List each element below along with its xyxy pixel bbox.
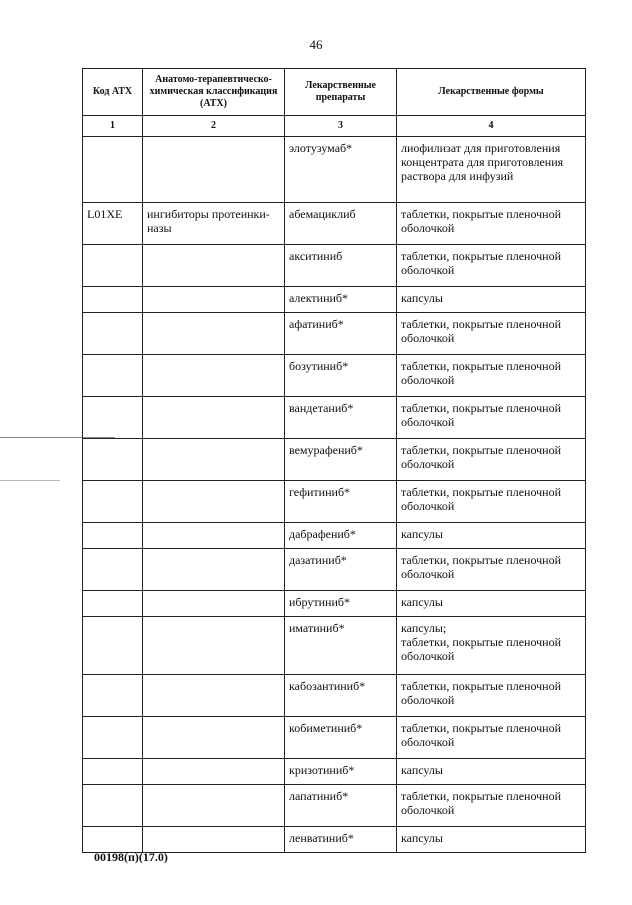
- dosage-form-text: таблетки, покрытые пленочной оболочкой: [401, 317, 562, 345]
- drug-name-cell: абемациклиб: [285, 203, 397, 245]
- header-code: Код АТХ: [83, 69, 143, 116]
- dosage-form-text: таблетки, покрытые пленочной оболочкой: [401, 359, 562, 387]
- dosage-forms-cell: [397, 137, 586, 203]
- dosage-forms-cell: [397, 549, 586, 591]
- dosage-forms-cell: [397, 355, 586, 397]
- dosage-form-text: таблетки, покрытые пленочной оболочкой: [401, 485, 562, 513]
- column-number: 4: [397, 116, 586, 137]
- classification-cell: [143, 313, 285, 355]
- dosage-form-text: таблетки, покрытые пленочной оболочкой: [401, 635, 562, 663]
- atc-code-cell: [83, 313, 143, 355]
- table-row: [83, 397, 586, 439]
- drug-name-cell: вемурафениб*: [285, 439, 397, 481]
- atc-code-cell: L01XE: [83, 203, 143, 245]
- dosage-forms-cell: [397, 675, 586, 717]
- atc-code-cell: [83, 785, 143, 827]
- atc-code-cell: [83, 439, 143, 481]
- drug-name-cell: алектиниб*: [285, 287, 397, 313]
- drug-name-cell: акситиниб: [285, 245, 397, 287]
- drug-name-cell: бозутиниб*: [285, 355, 397, 397]
- classification-cell: ингибиторы протеинки-назы: [143, 203, 285, 245]
- classification-cell: [143, 287, 285, 313]
- drug-name-cell: афатиниб*: [285, 313, 397, 355]
- dosage-form-text: таблетки, покрытые пленочной оболочкой: [401, 789, 562, 817]
- atc-code-cell: [83, 481, 143, 523]
- atc-code-cell: [83, 355, 143, 397]
- dosage-form-text: капсулы: [401, 763, 443, 777]
- table-row: [83, 549, 586, 591]
- drug-name-cell: гефитиниб*: [285, 481, 397, 523]
- dosage-forms-cell: [397, 313, 586, 355]
- classification-cell: [143, 355, 285, 397]
- classification-cell: [143, 523, 285, 549]
- table-row: [83, 591, 586, 617]
- dosage-forms-cell: [397, 591, 586, 617]
- drug-name-cell: иматиниб*: [285, 617, 397, 675]
- column-number: 3: [285, 116, 397, 137]
- dosage-form-text: таблетки, покрытые пленочной оболочкой: [401, 443, 562, 471]
- dosage-form-text: капсулы: [401, 527, 443, 541]
- classification-cell: [143, 245, 285, 287]
- dosage-forms-cell: [397, 759, 586, 785]
- dosage-forms-cell: [397, 439, 586, 481]
- atc-code-cell: [83, 759, 143, 785]
- drug-name-cell: кризотиниб*: [285, 759, 397, 785]
- atc-code-cell: [83, 549, 143, 591]
- table-row: [83, 137, 586, 203]
- atc-code-cell: [83, 397, 143, 439]
- dosage-forms-cell: [397, 245, 586, 287]
- dosage-forms-cell: [397, 523, 586, 549]
- header-drugs: Лекарственные препараты: [285, 69, 397, 116]
- classification-cell: [143, 717, 285, 759]
- table-header-row: [83, 69, 586, 116]
- drug-name-cell: ибрутиниб*: [285, 591, 397, 617]
- classification-cell: [143, 785, 285, 827]
- drug-name-cell: ленватиниб*: [285, 827, 397, 853]
- drug-name-cell: кобиметиниб*: [285, 717, 397, 759]
- drug-name-cell: кабозантиниб*: [285, 675, 397, 717]
- atc-code-cell: [83, 245, 143, 287]
- table-row: [83, 827, 586, 853]
- atc-code-cell: [83, 523, 143, 549]
- classification-cell: [143, 549, 285, 591]
- atc-code-cell: [83, 287, 143, 313]
- dosage-form-text: капсулы;: [401, 621, 447, 635]
- classification-cell: [143, 439, 285, 481]
- atc-code-cell: [83, 617, 143, 675]
- drug-name-cell: дазатиниб*: [285, 549, 397, 591]
- table-row: [83, 523, 586, 549]
- classification-cell: [143, 759, 285, 785]
- dosage-forms-cell: [397, 287, 586, 313]
- page-number: 46: [309, 37, 323, 52]
- dosage-forms-cell: [397, 717, 586, 759]
- table-row: [83, 355, 586, 397]
- classification-cell: [143, 827, 285, 853]
- dosage-forms-cell: [397, 785, 586, 827]
- table-row: [83, 439, 586, 481]
- dosage-form-text: таблетки, покрытые пленочной оболочкой: [401, 679, 562, 707]
- dosage-forms-cell: [397, 617, 586, 675]
- dosage-form-text: таблетки, покрытые пленочной оболочкой: [401, 401, 562, 429]
- dosage-form-text: таблетки, покрытые пленочной оболочкой: [401, 553, 562, 581]
- table-row: [83, 481, 586, 523]
- drug-name-cell: дабрафениб*: [285, 523, 397, 549]
- dosage-form-text: таблетки, покрытые пленочной оболочкой: [401, 721, 562, 749]
- dosage-form-text: лиофилизат для приготовления концентрата для приготовления раствора для инфузий: [401, 141, 564, 183]
- dosage-form-text: капсулы: [401, 831, 443, 845]
- drug-table: [82, 68, 586, 853]
- table-row: [83, 313, 586, 355]
- classification-cell: [143, 137, 285, 203]
- dosage-forms-cell: [397, 481, 586, 523]
- drug-name-cell: вандетаниб*: [285, 397, 397, 439]
- classification-cell: [143, 617, 285, 675]
- drug-name-cell: элотузумаб*: [285, 137, 397, 203]
- classification-cell: [143, 591, 285, 617]
- atc-code-cell: [83, 827, 143, 853]
- atc-code-cell: [83, 591, 143, 617]
- table-row: [83, 617, 586, 675]
- classification-cell: [143, 675, 285, 717]
- table-row: [83, 759, 586, 785]
- dosage-forms-cell: [397, 397, 586, 439]
- dosage-form-text: капсулы: [401, 595, 443, 609]
- dosage-form-text: капсулы: [401, 291, 443, 305]
- atc-code-cell: [83, 137, 143, 203]
- table-row: [83, 785, 586, 827]
- header-classification: Анатомо-терапевтическо-химическая классификация (АТХ): [143, 69, 285, 116]
- table-row: [83, 287, 586, 313]
- column-number: 2: [143, 116, 285, 137]
- table-row: [83, 203, 586, 245]
- dosage-forms-cell: [397, 203, 586, 245]
- scan-artifact-line: [0, 480, 60, 481]
- header-forms: Лекарственные формы: [397, 69, 586, 116]
- dosage-forms-cell: [397, 827, 586, 853]
- dosage-form-text: таблетки, покрытые пленочной оболочкой: [401, 249, 562, 277]
- atc-code-cell: [83, 675, 143, 717]
- column-number-row: [83, 116, 586, 137]
- atc-code-cell: [83, 717, 143, 759]
- document-code: 00198(п)(17.0): [94, 850, 168, 864]
- column-number: 1: [83, 116, 143, 137]
- table-row: [83, 675, 586, 717]
- dosage-form-text: таблетки, покрытые пленочной оболочкой: [401, 207, 562, 235]
- table-row: [83, 717, 586, 759]
- table-row: [83, 245, 586, 287]
- classification-cell: [143, 481, 285, 523]
- classification-cell: [143, 397, 285, 439]
- drug-name-cell: лапатиниб*: [285, 785, 397, 827]
